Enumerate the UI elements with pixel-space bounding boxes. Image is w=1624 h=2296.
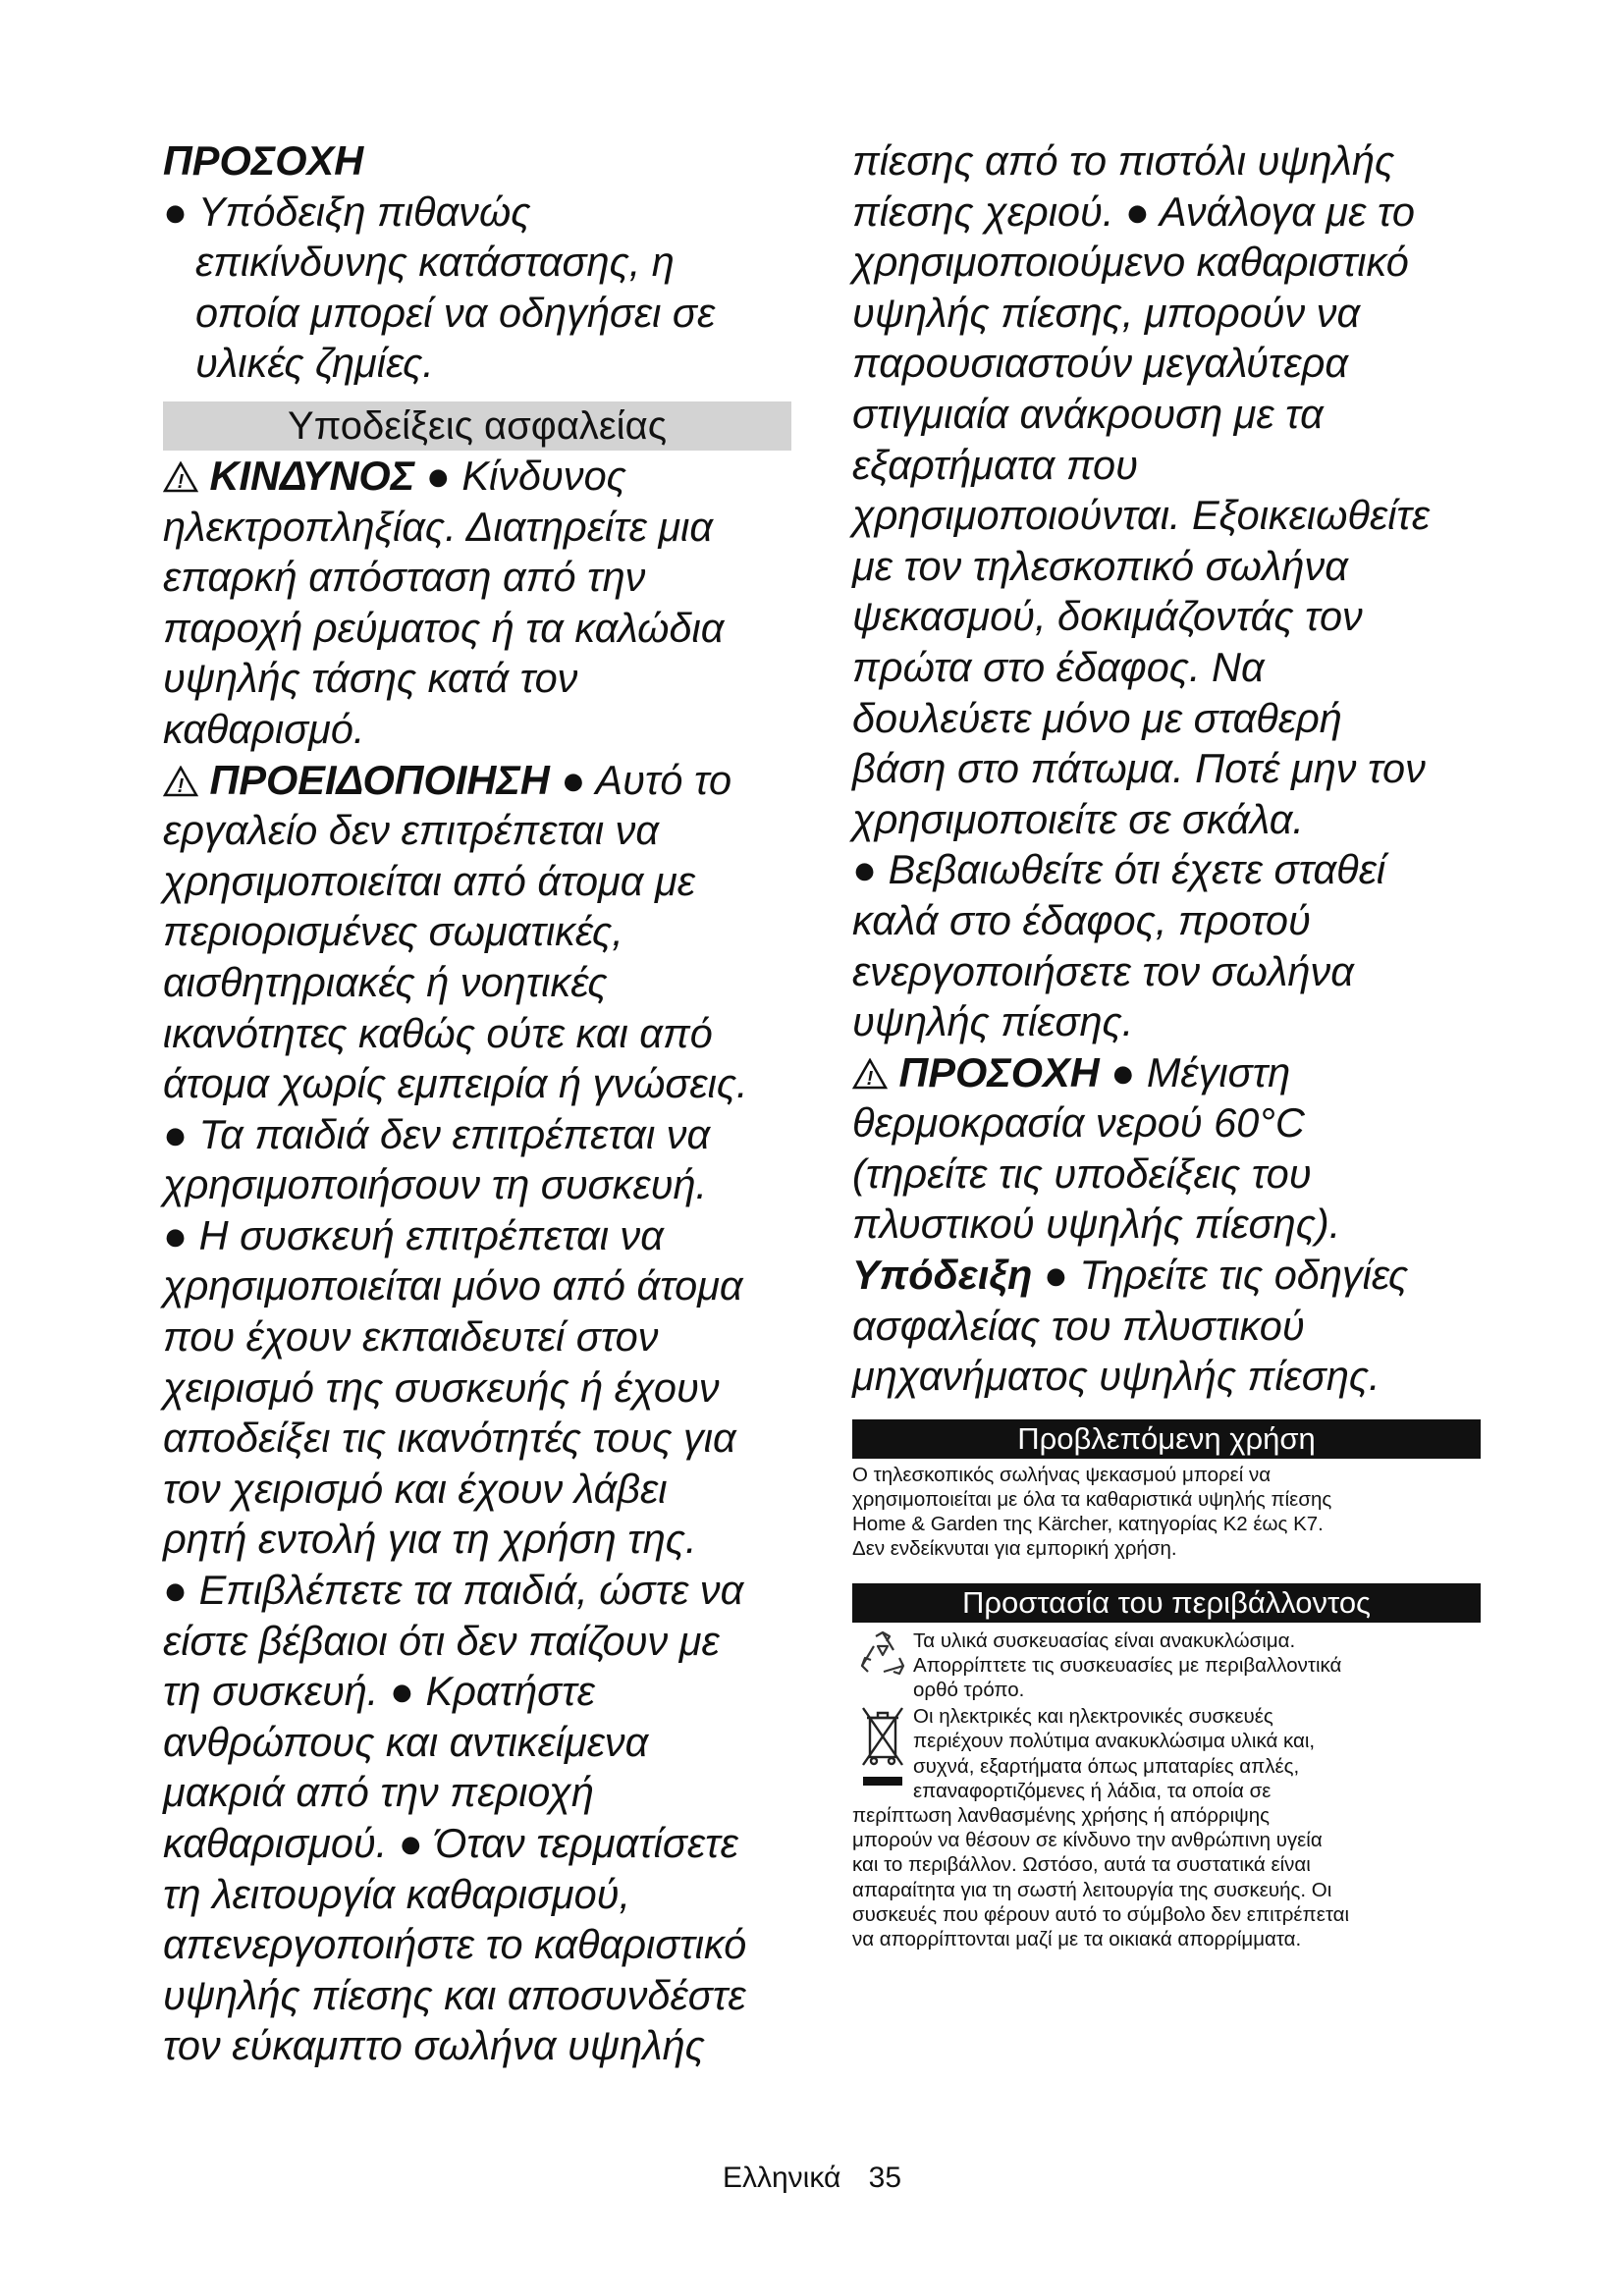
weee-line: συχνά, εξαρτήματα όπως μπαταρίες απλές, [913,1754,1300,1778]
continued-line: υψηλής πίεσης, μπορούν να [852,289,1361,336]
danger-line: ηλεκτροπληξίας. Διατηρείτε μια [163,503,714,550]
danger-line: καθαρισμό. [163,705,365,752]
recycle-text [913,1629,1341,1703]
crossed-bin-icon [852,1704,913,1794]
continued-line: στιγμιαία ανάκρουση με τα [852,390,1324,437]
warning-line: περιορισμένες σωματικές, [163,908,623,955]
environment-tail-line: να απορρίπτονται μαζί με τα οικιακά απορρίμματα. [852,1928,1302,1951]
environment-text [852,1629,1481,1952]
continued-line: ● Βεβαιωθείτε ότι έχετε σταθεί [852,846,1386,893]
warning-line: είστε βέβαιοι ότι δεν παίζουν με [163,1617,720,1664]
environment-tail-line: μπορούν να θέσουν σε κίνδυνο την ανθρώπινη υγεία [852,1829,1323,1852]
footer-language: Ελληνικά [722,2162,841,2194]
recycle-icon [852,1629,913,1682]
note-line: μηχανήματος υψηλής πίεσης. [852,1353,1380,1400]
recycle-line: ορθό τρόπο. [913,1679,1025,1702]
continued-line: χρησιμοποιούνται. Εξοικειωθείτε [852,492,1431,539]
svg-text:!: ! [177,470,185,493]
warning-line: χειρισμό της συσκευής ή έχουν [163,1363,720,1411]
warning-line: αισθητηριακές ή νοητικές [163,958,608,1005]
caution2-line: (τηρείτε τις υποδείξεις του [852,1149,1312,1197]
warning-line: αποδείξει τις ικανότητές τους για [163,1415,736,1462]
continued-line: εξαρτήματα που [852,441,1138,488]
continued-line: ψεκασμού, δοκιμάζοντάς τον [852,593,1363,640]
caution-block [163,135,791,389]
right-column [852,135,1481,1951]
danger-first-line: ● Κίνδυνος [414,452,626,499]
warning-line: εργαλείο δεν επιτρέπεται να [163,807,660,854]
warning-line: ● Επιβλέπετε τα παιδιά, ώστε να [163,1567,744,1614]
warning-line: τη λειτουργία καθαρισμού, [163,1870,631,1917]
warning-line: ικανότητες καθώς ούτε και από [163,1009,713,1056]
caution-line: οποία μπορεί να οδηγήσει σε [195,289,716,336]
environment-tail-line: και το περιβάλλον. Ωστόσο, αυτά τα συστατικά είναι [852,1853,1311,1877]
warning-line: τον χειρισμό και έχουν λάβει [163,1465,668,1512]
danger-line: επαρκή απόσταση από την [163,554,646,601]
continued-line: δουλεύετε μόνο με σταθερή [852,694,1342,741]
warning-line: χρησιμοποιείται από άτομα με [163,857,695,904]
warning-line: ανθρώπους και αντικείμενα [163,1718,649,1765]
intended-use-text [852,1463,1481,1562]
environment-tail-line: απαραίτητα για τη σωστή λειτουργία της συσκευής. Οι [852,1878,1332,1901]
continued-line: πίεσης χεριού. ● Ανάλογα με το [852,187,1415,235]
danger-label: ΚΙΝΔΥΝΟΣ [209,452,415,499]
environment-header: Προστασία του περιβάλλοντος [852,1583,1481,1623]
caution-line: υλικές ζημίες. [195,340,434,387]
weee-line: επαναφορτιζόμενες ή λάδια, τα οποία σε [913,1779,1272,1802]
continued-line: παρουσιαστούν μεγαλύτερα [852,340,1349,387]
warning-line: ● Η συσκευή επιτρέπεται να [163,1211,664,1258]
continued-line: ενεργοποιήσετε τον σωλήνα [852,947,1354,994]
continued-line: καλά στο έδαφος, προτού [852,896,1311,943]
danger-line: υψηλής τάσης κατά τον [163,655,578,702]
continued-line: πρώτα στο έδαφος. Να [852,643,1265,690]
page-number: 35 [868,2162,902,2194]
warning-line: απενεργοποιήστε το καθαριστικό [163,1921,747,1968]
safety-header: Υποδείξεις ασφαλείας [163,401,791,451]
weee-text [913,1704,1315,1803]
caution2-label: ΠΡΟΣΟΧΗ [898,1048,1100,1095]
intended-use-line: Ο τηλεσκοπικός σωλήνας ψεκασμού μπορεί να [852,1463,1272,1486]
danger-block [163,451,791,2071]
caution-line: επικίνδυνης κατάστασης, η [195,239,675,286]
caution-title: ΠΡΟΣΟΧΗ [163,137,364,184]
recycle-row [852,1629,1481,1703]
weee-line: περιέχουν πολύτιμα ανακυκλώσιμα υλικά και, [913,1730,1316,1753]
warning-triangle-icon [852,1049,888,1095]
caution2-first-line: ● Μέγιστη [1099,1048,1291,1095]
note-label: Υπόδειξη [852,1252,1033,1299]
recycle-line: Απορρίπτετε τις συσκευασίες με περιβαλλοντικά [913,1653,1342,1677]
continued-line: βάση στο πάτωμα. Ποτέ μην τον [852,745,1426,792]
warning-line: που έχουν εκπαιδευτεί στον [163,1313,659,1361]
caution-line: ● Υπόδειξη πιθανώς [163,187,531,235]
continued-line: υψηλής πίεσης. [852,998,1134,1045]
continued-line: πίεσης από το πιστόλι υψηλής [852,137,1395,184]
continued-block [852,135,1481,1402]
warning-line: χρησιμοποιήσουν τη συσκευή. [163,1161,708,1208]
warning-line: μακριά από την περιοχή [163,1769,594,1816]
intended-use-line: Δεν ενδείκνυται για εμπορική χρήση. [852,1537,1177,1561]
warning-label: ΠΡΟΕΙΔΟΠΟΙΗΣΗ [209,756,550,803]
warning-line: χρησιμοποιείται μόνο από άτομα [163,1262,743,1309]
svg-text:!: ! [177,774,185,797]
warning-line: καθαρισμού. ● Όταν τερματίσετε [163,1820,738,1866]
continued-line: με τον τηλεσκοπικό σωλήνα [852,542,1348,589]
intended-use-line: χρησιμοποιείται με όλα τα καθαριστικά υψηλής πίεσης [852,1488,1332,1512]
intended-use-line: Home & Garden της Kärcher, κατηγορίας K2 έως K7. [852,1513,1324,1536]
left-column [163,135,791,2071]
warning-line: ● Τα παιδιά δεν επιτρέπεται να [163,1110,711,1157]
continued-line: χρησιμοποιείτε σε σκάλα. [852,795,1304,842]
warning-triangle-icon [163,453,198,499]
warning-line: τον εύκαμπτο σωλήνα υψηλής [163,2022,705,2069]
environment-tail-line: περίπτωση λανθασμένης χρήσης ή απόρριψης [852,1804,1271,1828]
recycle-line: Τα υλικά συσκευασίας είναι ανακυκλώσιμα. [913,1629,1296,1652]
warning-line: τη συσκευή. ● Κρατήστε [163,1668,595,1715]
warning-triangle-icon [163,757,198,803]
weee-line: Οι ηλεκτρικές και ηλεκτρονικές συσκευές [913,1705,1273,1729]
note-line: ασφαλείας του πλυστικού [852,1302,1305,1349]
warning-line: υψηλής πίεσης και αποσυνδέστε [163,1971,746,2018]
warning-line: ρητή εντολή για τη χρήση της. [163,1516,697,1563]
continued-line: χρησιμοποιούμενο καθαριστικό [852,239,1409,286]
caution2-line: θερμοκρασία νερού 60°C [852,1099,1305,1147]
warning-line: άτομα χωρίς εμπειρία ή γνώσεις. [163,1060,748,1107]
weee-row [852,1704,1481,1803]
note-first-line: ● Τηρείτε τις οδηγίες [1032,1252,1409,1299]
environment-tail-line: συσκευές που φέρουν αυτό το σύμβολο δεν επιτρέπεται [852,1902,1350,1926]
caution2-line: πλυστικού υψηλής πίεσης). [852,1201,1341,1248]
danger-line: παροχή ρεύματος ή τα καλώδια [163,604,725,651]
svg-text:!: ! [866,1067,874,1090]
intended-use-header: Προβλεπόμενη χρήση [852,1419,1481,1459]
warning-first-line: ● Αυτό το [549,756,732,803]
page-footer [0,2162,1624,2195]
